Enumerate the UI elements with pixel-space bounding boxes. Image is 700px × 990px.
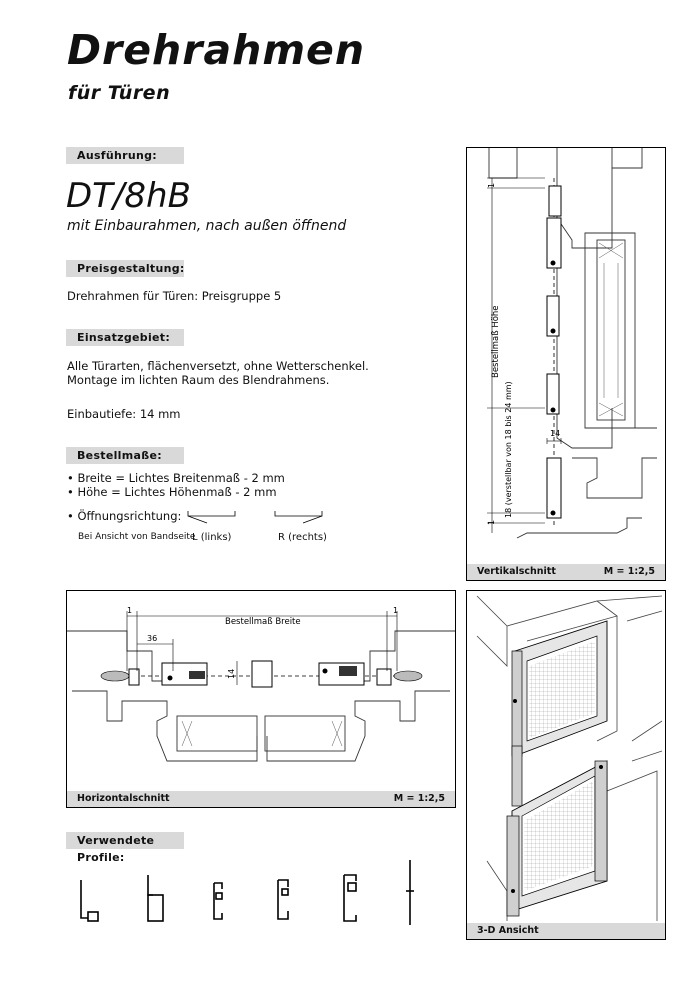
door-left-icon [185, 510, 240, 526]
horiz-dim-36: 36 [147, 634, 158, 643]
preis-text: Drehrahmen für Türen: Preisgruppe 5 [67, 289, 282, 303]
section-label-einsatz: Einsatzgebiet: [66, 329, 184, 346]
section-label-ausfuehrung: Ausführung: [66, 147, 184, 164]
page-title: Drehrahmen [67, 26, 366, 74]
profile-4-icon [278, 880, 288, 919]
section-label-profile: Verwendete Profile: [66, 832, 184, 849]
vert-dim-height: Bestellmaß Höhe [491, 305, 501, 378]
profile-1-icon [81, 880, 98, 921]
door-right-icon [272, 510, 327, 526]
einbautiefe: Einbautiefe: 14 mm [67, 407, 181, 421]
horizontal-scale: M = 1:2,5 [393, 793, 445, 804]
page-subtitle: für Türen [68, 82, 171, 104]
einsatz-line1: Alle Türarten, flächenversetzt, ohne Wetterschenkel. [67, 359, 369, 373]
vert-dim-14: 14 [550, 429, 561, 438]
profile-6-icon [406, 860, 414, 925]
ansicht3d-caption: 3-D Ansicht [477, 925, 539, 936]
horizontalschnitt-drawing [67, 591, 455, 791]
einsatz-line2: Montage im lichten Raum des Blendrahmens. [67, 373, 330, 387]
model-code: DT/8hB [66, 176, 191, 216]
vert-dim-top: 1 [487, 182, 496, 188]
model-description: mit Einbaurahmen, nach außen öffnend [67, 218, 347, 234]
horizontalschnitt-panel [66, 590, 456, 808]
bestell-breite: • Breite = Lichtes Breitenmaß - 2 mm [67, 471, 285, 485]
ansicht3d-caption-bar [467, 923, 665, 939]
horizontal-caption-bar [67, 791, 455, 807]
vertikal-caption-bar [467, 564, 665, 580]
vertikalschnitt-drawing [467, 148, 665, 564]
oeffnungsrichtung: • Öffnungsrichtung: [67, 509, 182, 523]
vertikal-scale: M = 1:2,5 [603, 566, 655, 577]
profile-3-icon [214, 883, 222, 919]
label-rechts: R (rechts) [278, 532, 327, 543]
section-label-bestell: Bestellmaße: [66, 447, 184, 464]
profile-5-icon [344, 875, 356, 921]
horiz-dim-width: Bestellmaß Breite [225, 617, 301, 627]
bestell-hoehe: • Höhe = Lichtes Höhenmaß - 2 mm [67, 485, 277, 499]
vert-dim-adjust: 18 (verstellbar von 18 bis 24 mm) [504, 381, 513, 518]
vertikalschnitt-panel [466, 147, 666, 581]
horiz-dim-left: 1 [127, 606, 133, 615]
section-label-preis: Preisgestaltung: [66, 260, 184, 277]
profile-row [66, 855, 426, 930]
ansicht3d-drawing [467, 591, 665, 923]
ansicht3d-panel [466, 590, 666, 940]
vert-dim-bottom: 1 [487, 519, 496, 525]
label-links: L (links) [192, 532, 232, 543]
horiz-dim-14: 14 [227, 668, 236, 679]
profile-2-icon [148, 875, 163, 921]
ansicht-bandseite: Bei Ansicht von Bandseite [78, 532, 196, 542]
horizontal-caption: Horizontalschnitt [77, 793, 170, 804]
vertikal-caption: Vertikalschnitt [477, 566, 556, 577]
horiz-dim-right: 1 [393, 606, 399, 615]
